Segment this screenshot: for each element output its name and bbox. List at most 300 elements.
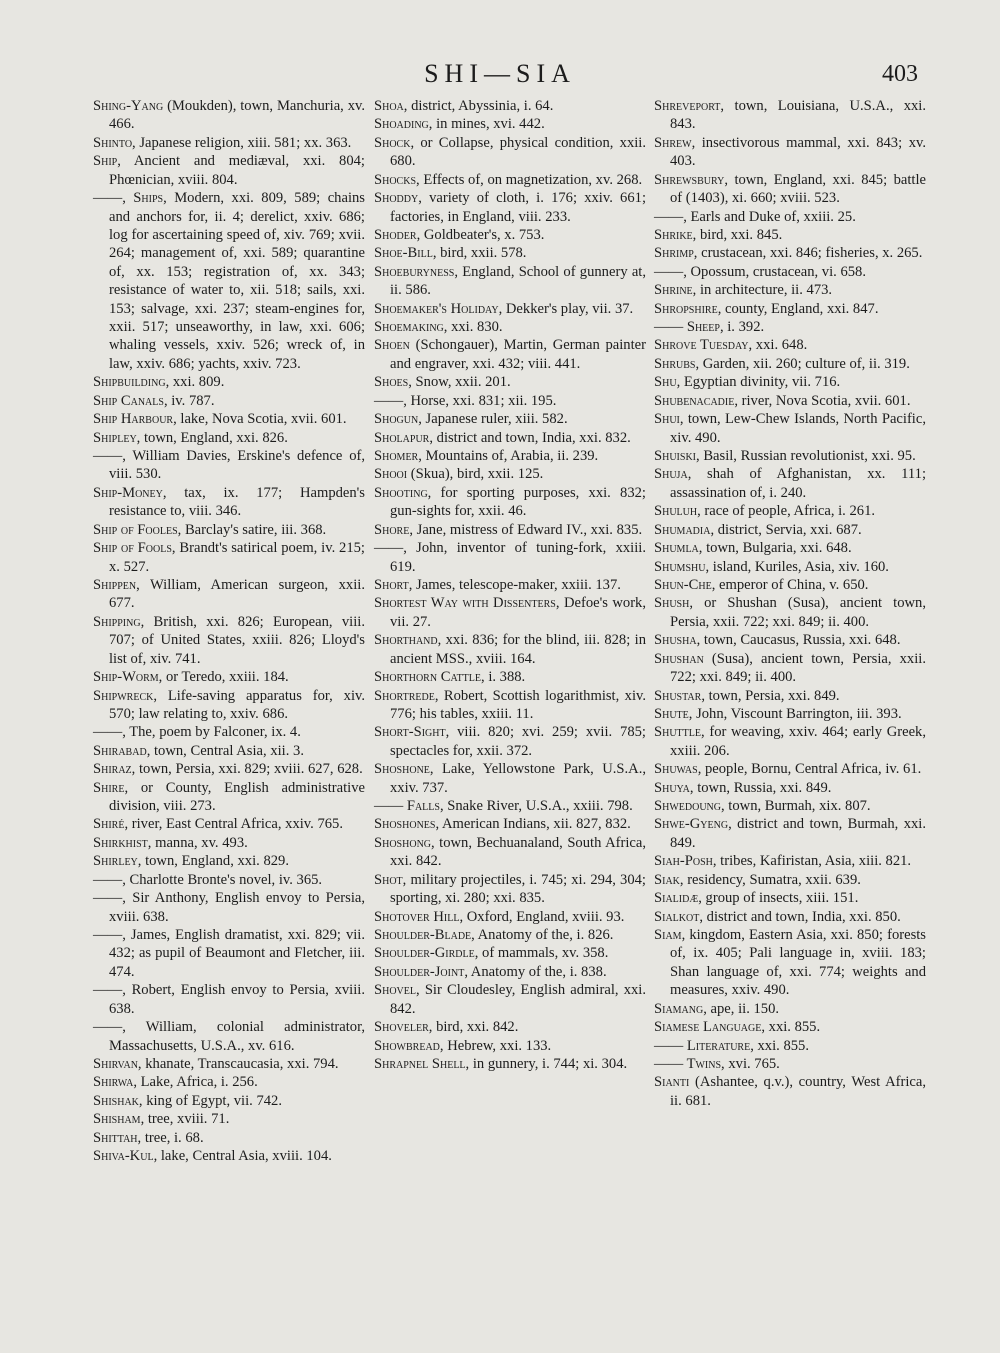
index-entry [654,336,926,354]
index-entry [93,779,365,816]
index-entry [654,576,926,594]
index-entry [374,1055,646,1073]
entry-headword: Shuluh [654,503,698,520]
entry-references: , khanate, Transcaucasia, xxi. 794. [137,1055,339,1072]
entry-references: , shah of Afghanistan, xx. 111; assassination of, i. 240. [670,466,926,501]
index-entry [93,447,365,484]
index-entry [374,429,646,447]
entry-headword: Shreveport [654,98,721,114]
entry-headword: Shoulder-Girdle [374,945,475,962]
index-entry [654,281,926,299]
entry-headword: —— Falls [374,798,440,815]
index-entry [654,410,926,447]
index-entry [93,410,365,428]
index-entry [374,815,646,833]
index-entry [374,944,646,962]
entry-headword: Shubenacadie [654,392,735,409]
index-entry [93,815,365,833]
index-entry [654,502,926,520]
index-entry [374,797,646,815]
entry-headword: Shoveler [374,1019,429,1036]
index-entry [374,244,646,262]
entry-references: , Robert, Scottish logarithmist, xiv. 776; his tables, xxiii. 11. [390,687,646,722]
index-entry [654,244,926,262]
entry-references: , William, American surgeon, xxii. 677. [109,576,365,612]
index-entry [654,797,926,815]
index-entry [93,834,365,852]
entry-headword: —— [654,263,684,280]
entry-headword: Shoading [374,116,429,133]
index-entry [654,889,926,907]
entry-references: , tree, i. 68. [137,1129,204,1146]
entry-headword: Shirley [93,853,138,870]
index-entry [93,97,365,134]
page-header [0,56,1000,96]
entry-references: , river, Nova Scotia, xvii. 601. [734,392,911,409]
entry-references: , or County, English administrative division, viii. 273. [109,779,365,815]
entry-references: , Garden, xii. 260; culture of, ii. 319. [695,355,910,372]
entry-references: , iv. 787. [163,392,215,409]
index-entry [93,871,365,889]
index-entry [93,189,365,373]
entry-headword: —— Twins [654,1055,722,1072]
entry-references: , king of Egypt, vii. 742. [138,1092,283,1109]
entry-references: , John, inventor of tuning-fork, xxiii. 619. [390,540,646,575]
entry-references: , town, Russia, xxi. 849. [689,779,832,796]
entry-references: , manna, xv. 493. [147,834,248,851]
index-entry [374,484,646,521]
entry-references: , town, Central Asia, xii. 3. [146,742,304,759]
entry-references: , kingdom, Eastern Asia, xxi. 850; forests of, ix. 405; Pali language in, xviii. 183; Shan language of, xxi. 774; weights and measures, xxiv. 490. [670,926,926,999]
entry-headword: Shore [374,521,410,538]
entry-headword: —— [93,926,123,943]
entry-headword: Shiraz [93,761,132,778]
entry-references: , town, Caucasus, Russia, xxi. 648. [696,632,901,649]
entry-references: , Robert, English envoy to Persia, xviii. 638. [109,982,365,1017]
entry-references: , crustacean, xxi. 846; fisheries, x. 265. [693,245,923,262]
entry-references: (Schongauer), Martin, German painter and engraver, xxi. 432; viii. 441. [390,337,646,372]
index-entry [374,447,646,465]
entry-headword: Shirwa [93,1074,134,1091]
index-entry [93,134,365,152]
index-entry [654,852,926,870]
index-entry [374,539,646,576]
entry-references: , Modern, xxi. 809, 589; chains and anchors for, ii. 4; derelict, xxiv. 686; log for ascertaining speed of, xiv. 769; xvii. 264; management of, xxi. 589; quarantine of, xx. 153; registration of, xx. 343; resistance of water to, xii. 518; sails, xxi. 153; salvage, xxi. 237; steam-engines for, xxii. 517; unseaworthy, in law, xxi. 606; whaling vessels, xxiv. 526; wreck of, in law, xxiv. 686; yachts, xxiv. 723. [109,190,365,372]
entry-headword: Shiva-Kul [93,1148,154,1165]
entry-references: , people, Bornu, Central Africa, iv. 61. [697,761,922,778]
index-column-3 [654,97,926,1110]
index-entry [654,447,926,465]
index-entry [93,1055,365,1073]
entry-references: , xxi. 855. [750,1037,809,1054]
index-entry [654,300,926,318]
running-title: SHI—SIA [424,59,576,88]
index-entry [374,576,646,594]
entry-references: , for weaving, xxiv. 464; early Greek, xxiii. 206. [670,724,926,759]
index-entry [374,410,646,428]
entry-references: , xxi. 648. [748,337,808,354]
entry-references: , tax, ix. 177; Hampden's resistance to, viii. 346. [109,484,365,520]
index-entry [654,1018,926,1036]
entry-headword: Shirabad [93,742,147,759]
entry-references: , tribes, Kafiristan, Asia, xiii. 821. [712,853,912,870]
entry-headword: Ship [93,153,118,170]
index-entry [374,392,646,410]
entry-headword: Shu [654,374,677,391]
entry-headword: Shipping [93,613,141,630]
entry-headword: Sialidæ [654,890,699,907]
entry-headword: Shrubs [654,355,696,372]
entry-references: , or Teredo, xxiii. 184. [158,669,289,686]
entry-headword: Ship Harbour [93,411,174,428]
entry-references: , British, xxi. 826; European, viii. 707; of United States, xxiii. 826; Lloyd's list of, xiv. 741. [109,613,365,667]
index-entry [93,889,365,926]
index-entry [374,134,646,171]
entry-references: , xxi. 830. [443,319,503,336]
entry-headword: Ship Canals [93,392,164,409]
entry-references: (Susa), ancient town, Persia, xxii. 722; xxi. 849; ii. 400. [670,650,926,686]
entry-headword: Shumadia [654,521,711,538]
entry-references: , lake, Nova Scotia, xvii. 601. [173,411,347,428]
entry-headword: Shrike [654,226,693,243]
entry-headword: Shwe-Gyeng [654,816,729,833]
entry-references: , viii. 820; xvi. 259; xvii. 785; spectacles for, xxii. 372. [390,724,646,759]
entry-references: , town, England, xxi. 826. [136,429,288,446]
entry-headword: Shrove Tuesday [654,337,749,354]
index-entry [93,152,365,189]
entry-headword: Ship-Worm [93,669,159,686]
entry-references: , William Davies, Erskine's defence of, viii. 530. [109,448,365,483]
entry-references: , military projectiles, i. 745; xi. 294, 304; sporting, xi. 280; xxi. 835. [390,871,646,907]
entry-headword: Shui [654,411,680,428]
index-entry [654,392,926,410]
index-entry [93,1110,365,1128]
entry-headword: Shire [93,779,125,796]
index-entry [93,484,365,521]
entry-references: , Anatomy of the, i. 826. [471,926,614,943]
index-entry [654,1073,926,1110]
entry-headword: Shumla [654,540,699,557]
entry-headword: Short [374,576,409,593]
entry-references: , in architecture, ii. 473. [692,282,833,299]
entry-headword: Shoulder-Joint [374,963,465,980]
entry-references: , town, Persia, xxi. 849. [701,687,840,704]
entry-references: , Earls and Duke of, xxiii. 25. [683,208,856,225]
entry-references: , Jane, mistress of Edward IV., xxi. 835. [409,521,643,538]
entry-references: , Hebrew, xxi. 133. [439,1037,552,1054]
entry-references: , group of insects, xiii. 151. [698,890,859,907]
entry-headword: Shortrede [374,687,435,704]
index-entry [374,521,646,539]
entry-headword: Shortest Way with Dissenters [374,595,556,612]
entry-headword: —— [374,540,404,557]
index-entry [374,871,646,908]
entry-headword: Shovel [374,982,416,999]
entry-references: , Anatomy of the, i. 838. [464,963,607,980]
index-entry [93,760,365,778]
entry-references: , Opossum, crustacean, vi. 658. [683,263,866,280]
entry-headword: Shooi [374,466,408,483]
entry-references: (Skua), bird, xxii. 125. [407,466,544,483]
index-entry [374,226,646,244]
entry-references: , England, School of gunnery at, ii. 586. [390,263,646,299]
entry-headword: Shuttle [654,724,701,741]
index-entry [374,668,646,686]
entry-headword: Showbread [374,1037,440,1054]
entry-references: , Japanese ruler, xiii. 582. [418,411,568,428]
entry-references: , lake, Central Asia, xviii. 104. [153,1148,332,1165]
entry-headword: —— [93,724,123,741]
index-entry [654,650,926,687]
index-entry [654,465,926,502]
entry-headword: Shrapnel Shell [374,1055,466,1072]
entry-headword: Shot [374,871,403,888]
entry-references: , bird, xxi. 845. [692,226,783,243]
entry-headword: Siam [654,926,682,943]
entry-references: , Japanese religion, xiii. 581; xx. 363. [132,134,352,151]
entry-headword: ——, Ships [93,190,164,207]
index-entry [374,594,646,631]
index-entry [93,1018,365,1055]
index-entry [374,926,646,944]
entry-headword: Shoe-Bill [374,245,433,262]
entry-headword: Shoemaker's Holiday [374,300,499,317]
index-entry [654,318,926,336]
entry-references: , for sporting purposes, xxi. 832; gun-sights for, xxii. 46. [390,484,646,520]
index-entry [654,97,926,134]
index-entry [654,705,926,723]
index-entry [374,373,646,391]
entry-headword: Shoddy [374,190,419,207]
entry-references: , xxi. 836; for the blind, iii. 828; in ancient MSS., xviii. 164. [390,632,646,667]
index-entry [93,742,365,760]
entry-references: , i. 392. [719,319,765,336]
index-entry [93,981,365,1018]
entry-headword: Shinto [93,134,133,151]
entry-headword: Shoa [374,98,404,114]
entry-references: , Defoe's work, vii. 27. [390,595,647,630]
entry-headword: Shogun [374,411,419,428]
entry-headword: Shuya [654,779,690,796]
index-entry [93,852,365,870]
entry-headword: Shwedoung [654,798,721,815]
entry-references: , Life-saving apparatus for, xiv. 570; law relating to, xxiv. 686. [109,687,365,722]
index-entry [93,392,365,410]
entry-references: , district, Servia, xxi. 687. [710,521,862,538]
index-entry [93,429,365,447]
entry-references: , county, England, xxi. 847. [717,300,879,317]
entry-references: , or Collapse, physical condition, xxii. 680. [390,134,646,170]
entry-headword: —— [93,1019,123,1036]
entry-references: , Brandt's satirical poem, iv. 215; x. 527. [109,540,365,575]
entry-references: , town, Lew-Chew Islands, North Pacific, xiv. 490. [670,411,926,446]
entry-references: , Dekker's play, vii. 37. [498,300,634,317]
entry-headword: Shoeburyness [374,263,455,280]
entry-references: , xxi. 855. [761,1019,821,1036]
entry-references: , Ancient and mediæval, xxi. 804; Phœnician, xviii. 804. [109,153,365,188]
index-entry [93,539,365,576]
index-entry [654,723,926,760]
entry-headword: Shoder [374,226,417,243]
entry-references: , in mines, xvi. 442. [428,116,545,133]
entry-references: (Ashantee, q.v.), country, West Africa, ii. 681. [670,1074,926,1109]
entry-references: , or Shushan (Susa), ancient town, Persia, xxii. 722; xxi. 849; ii. 400. [670,595,926,630]
entry-references: , Snake River, U.S.A., xxiii. 798. [439,798,633,815]
entry-references: , of mammals, xv. 358. [474,945,609,962]
entry-headword: Shiré [93,816,125,833]
entry-headword: Shirvan [93,1055,138,1072]
entry-references: , John, Viscount Barrington, iii. 393. [688,705,902,722]
index-entry [374,1037,646,1055]
index-entry [654,539,926,557]
entry-references: , town, England, xxi. 829. [137,853,289,870]
entry-headword: Shropshire [654,300,718,317]
entry-references: , town, Burmah, xix. 807. [721,798,871,815]
index-entry [374,336,646,373]
index-entry [93,373,365,391]
entry-headword: Ship-Money [93,484,163,501]
index-entry [654,1037,926,1055]
entry-references: , Charlotte Bronte's novel, iv. 365. [122,871,323,888]
entry-headword: Shotover Hill [374,908,460,925]
entry-headword: —— [93,448,123,465]
entry-headword: Siamang [654,1000,704,1017]
entry-headword: —— [93,871,123,888]
entry-headword: —— [374,392,404,409]
entry-headword: Siah-Posh [654,853,713,870]
index-entry [654,908,926,926]
entry-references: , variety of cloth, i. 176; xxiv. 661; factories, in England, viii. 233. [390,190,646,225]
entry-references: , William, colonial administrator, Massachusetts, U.S.A., xv. 616. [109,1019,365,1054]
index-entry [374,908,646,926]
entry-references: , river, East Central Africa, xxiv. 765. [124,816,343,833]
index-entry [654,558,926,576]
index-entry [374,687,646,724]
entry-references: , town, Louisiana, U.S.A., xxi. 843. [670,98,926,133]
index-entry [374,1018,646,1036]
entry-headword: Shushan [654,650,704,667]
index-entry [93,687,365,724]
entry-references: , Barclay's satire, iii. 368. [177,521,327,538]
index-entry [654,1000,926,1018]
entry-references: , xxi. 809. [165,374,225,391]
index-entry [654,1055,926,1073]
entry-references: , town, Persia, xxi. 829; xviii. 627, 628. [131,761,363,778]
index-entry [654,594,926,631]
entry-headword: Shoemaking [374,319,444,336]
index-entry [654,134,926,171]
entry-references: , district and town, Burmah, xxi. 849. [670,816,926,851]
entry-headword: Siak [654,871,680,888]
entry-headword: Shipbuilding [93,374,166,391]
index-entry [654,631,926,649]
entry-references: , Lake, Africa, i. 256. [133,1074,258,1091]
index-entry [374,189,646,226]
entry-headword: Shustar [654,687,702,704]
index-column-2 [374,97,646,1073]
index-entry [374,300,646,318]
entry-headword: Sianti [654,1074,690,1091]
index-entry [93,521,365,539]
entry-references: , island, Kuriles, Asia, xiv. 160. [705,558,889,575]
entry-references: , Horse, xxi. 831; xii. 195. [403,392,557,409]
entry-headword: Shooting [374,484,428,501]
entry-headword: Sholapur [374,429,430,446]
index-entry [93,1092,365,1110]
index-entry [374,97,646,115]
entry-headword: Siamese Language [654,1019,762,1036]
entry-references: , Lake, Yellowstone Park, U.S.A., xxiv. 737. [390,761,646,796]
index-entry [654,871,926,889]
entry-references: , insectivorous mammal, xxi. 843; xv. 403. [670,134,926,170]
index-entry [93,1073,365,1091]
entry-headword: Shocks [374,171,417,188]
index-entry [654,263,926,281]
index-entry [374,115,646,133]
index-entry [654,355,926,373]
entry-headword: Shisham [93,1111,141,1128]
index-entry [93,926,365,981]
entry-headword: Shorthand [374,632,438,649]
entry-headword: —— Literature [654,1037,751,1054]
entry-references: , bird, xxi. 842. [428,1019,519,1036]
index-entry [654,687,926,705]
entry-headword: Shoshong [374,834,432,851]
index-entry [374,631,646,668]
entry-references: , emperor of China, v. 650. [711,576,869,593]
entry-headword: Shippen [93,576,137,593]
index-entry [93,723,365,741]
index-entry [654,521,926,539]
index-entry [374,760,646,797]
entry-headword: —— [654,208,684,225]
entry-references: , Sir Anthony, English envoy to Persia, xviii. 638. [109,890,365,925]
entry-references: , Snow, xxii. 201. [408,374,511,391]
index-entry [374,263,646,300]
entry-headword: —— [93,890,123,907]
entry-references: , i. 388. [481,669,526,686]
entry-headword: Shrine [654,282,693,299]
entry-headword: Shoulder-Blade [374,926,472,943]
entry-headword: Shipley [93,429,137,446]
entry-headword: Shittah [93,1129,138,1146]
entry-headword: Shun-Che [654,576,712,593]
entry-references: , ape, ii. 150. [703,1000,780,1017]
entry-headword: Shing-Yang [93,98,164,114]
entry-references: , American Indians, xii. 827, 832. [435,816,631,833]
entry-references: , race of people, Africa, i. 261. [697,503,876,520]
index-entry [374,171,646,189]
index-entry [374,981,646,1018]
entry-references: , town, Bechuanaland, South Africa, xxi. 842. [390,834,646,870]
entry-headword: Ship of Fooles [93,521,178,538]
index-entry [93,668,365,686]
entry-headword: Shush [654,595,690,612]
index-entry [654,760,926,778]
index-entry [93,1147,365,1165]
index-entry [374,465,646,483]
entry-references: , Egyptian divinity, vii. 716. [676,374,841,391]
entry-references: , town, England, xxi. 845; battle of (1403), xi. 660; xviii. 523. [670,171,926,207]
index-column-1 [93,97,365,1165]
entry-headword: Shirkhist [93,834,148,851]
entry-references: , in gunnery, i. 744; xi. 304. [465,1055,628,1072]
entry-headword: Shipwreck [93,687,154,704]
entry-headword: Shrewsbury [654,171,725,188]
entry-references: , James, English dramatist, xxi. 829; vii. 432; as pupil of Beaumont and Fletcher, iii. 474. [109,926,365,980]
entry-headword: Shishak [93,1092,139,1109]
entry-headword: Shusha [654,632,697,649]
